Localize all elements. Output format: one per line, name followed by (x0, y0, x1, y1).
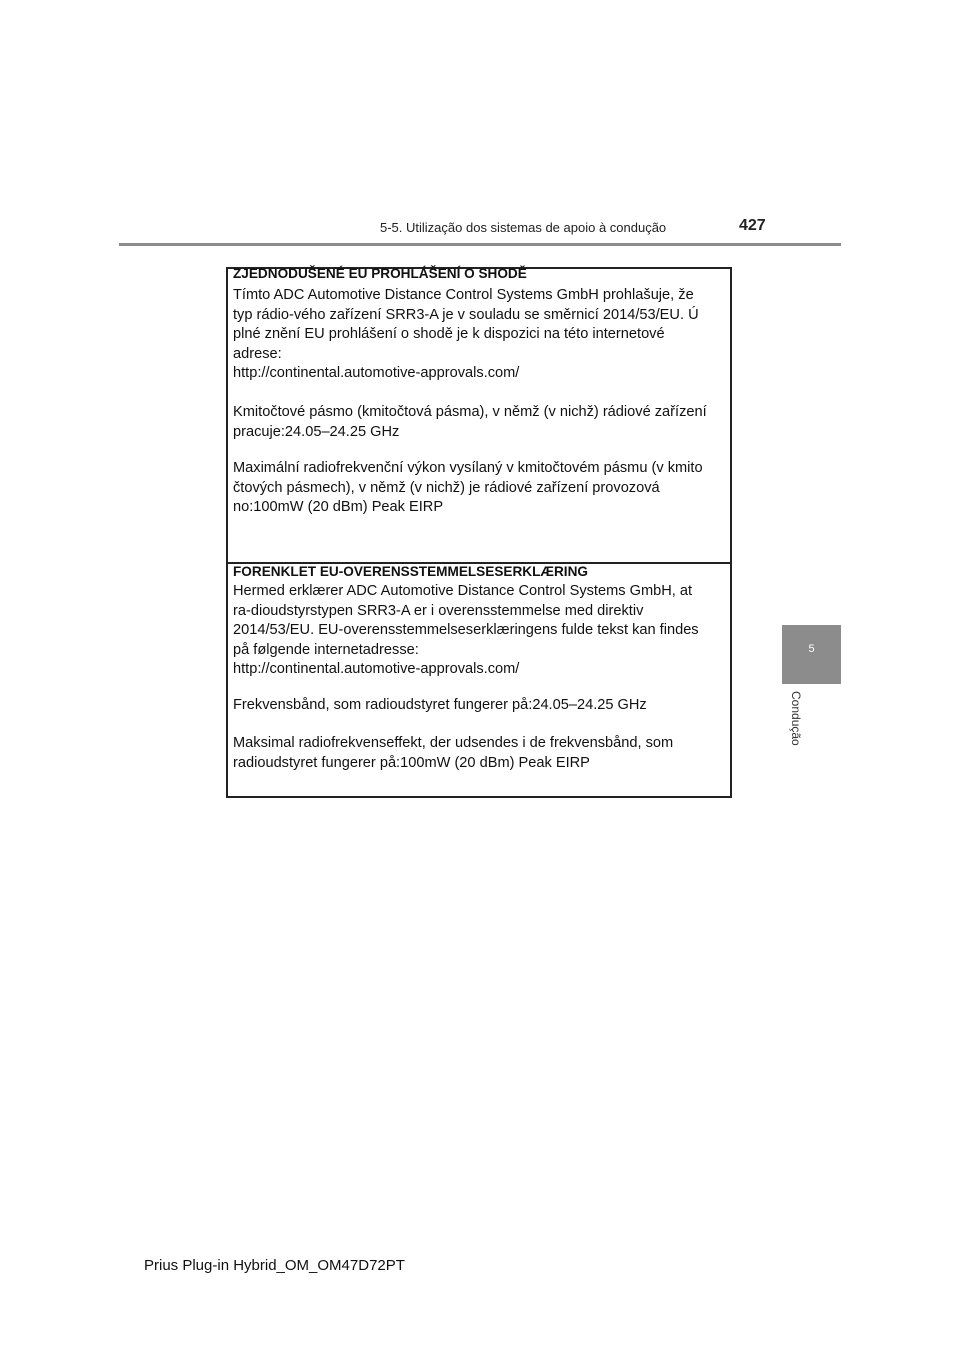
czech-intro-line: adrese: (233, 345, 282, 362)
header-divider (119, 243, 841, 246)
document-id: Prius Plug-in Hybrid_OM_OM47D72PT (144, 1257, 405, 1274)
danish-frequency (233, 696, 728, 716)
czech-power-line: Maximální radiofrekvenční výkon vysílaný v kmitočtovém pásmu (v kmito (233, 460, 703, 476)
danish-power-line: radioudstyret fungerer på:100mW (20 dBm) Peak EIRP (233, 754, 590, 771)
czech-heading: ZJEDNODUŠENÉ EU PROHLÁŠENÍ O SHODĚ (233, 266, 527, 281)
czech-power (233, 459, 728, 518)
chapter-number: 5 (808, 643, 815, 655)
czech-intro-line: Tímto ADC Automotive Distance Control Systems GmbH prohlašuje, že (233, 287, 694, 303)
danish-power (233, 734, 728, 773)
czech-frequency (233, 403, 728, 442)
czech-declaration (228, 266, 730, 564)
czech-power-line: no:100mW (20 dBm) Peak EIRP (233, 499, 444, 515)
czech-frequency-line: pracuje:24.05–24.25 GHz (233, 423, 400, 440)
danish-power-line: Maksimal radiofrekvenseffekt, der udsendes i de frekvensbånd, som (233, 735, 674, 751)
czech-heading-block (233, 264, 728, 284)
declaration-box (226, 267, 732, 798)
danish-heading-block (233, 562, 728, 582)
danish-url: http://continental.automotive-approvals.com/ (233, 661, 520, 677)
chapter-tab (782, 625, 841, 684)
danish-intro-line: 2014/53/EU. EU-overensstemmelseserklæringens fulde tekst kan findes (233, 622, 699, 638)
czech-power-line: čtových pásmech), v němž (v nichž) je rádiové zařízení provozová (233, 479, 660, 496)
czech-frequency-line: Kmitočtové pásmo (kmitočtová pásma), v němž (v nichž) rádiové zařízení (233, 404, 707, 420)
page-number: 427 (739, 217, 766, 234)
czech-intro (233, 286, 728, 384)
danish-intro (233, 582, 728, 680)
czech-intro-line: plné znění EU prohlášení o shodě je k dispozici na této internetové (233, 326, 665, 342)
danish-intro-line: på følgende internetadresse: (233, 641, 419, 658)
danish-frequency-line: Frekvensbånd, som radioudstyret fungerer på:24.05–24.25 GHz (233, 697, 647, 713)
czech-intro-line: typ rádio-vého zařízení SRR3-A je v souladu se směrnicí 2014/53/EU. Ú (233, 306, 699, 323)
danish-intro-line: ra-dioudstyrstypen SRR3-A er i overensstemmelse med direktiv (233, 602, 644, 619)
danish-intro-line: Hermed erklærer ADC Automotive Distance Control Systems GmbH, at (233, 583, 693, 599)
czech-url: http://continental.automotive-approvals.com/ (233, 365, 520, 381)
danish-heading: FORENKLET EU-OVERENSSTEMMELSESERKLÆRING (233, 564, 588, 579)
section-title: 5-5. Utilização dos sistemas de apoio à condução (380, 220, 667, 235)
chapter-label: Condução (789, 691, 803, 746)
